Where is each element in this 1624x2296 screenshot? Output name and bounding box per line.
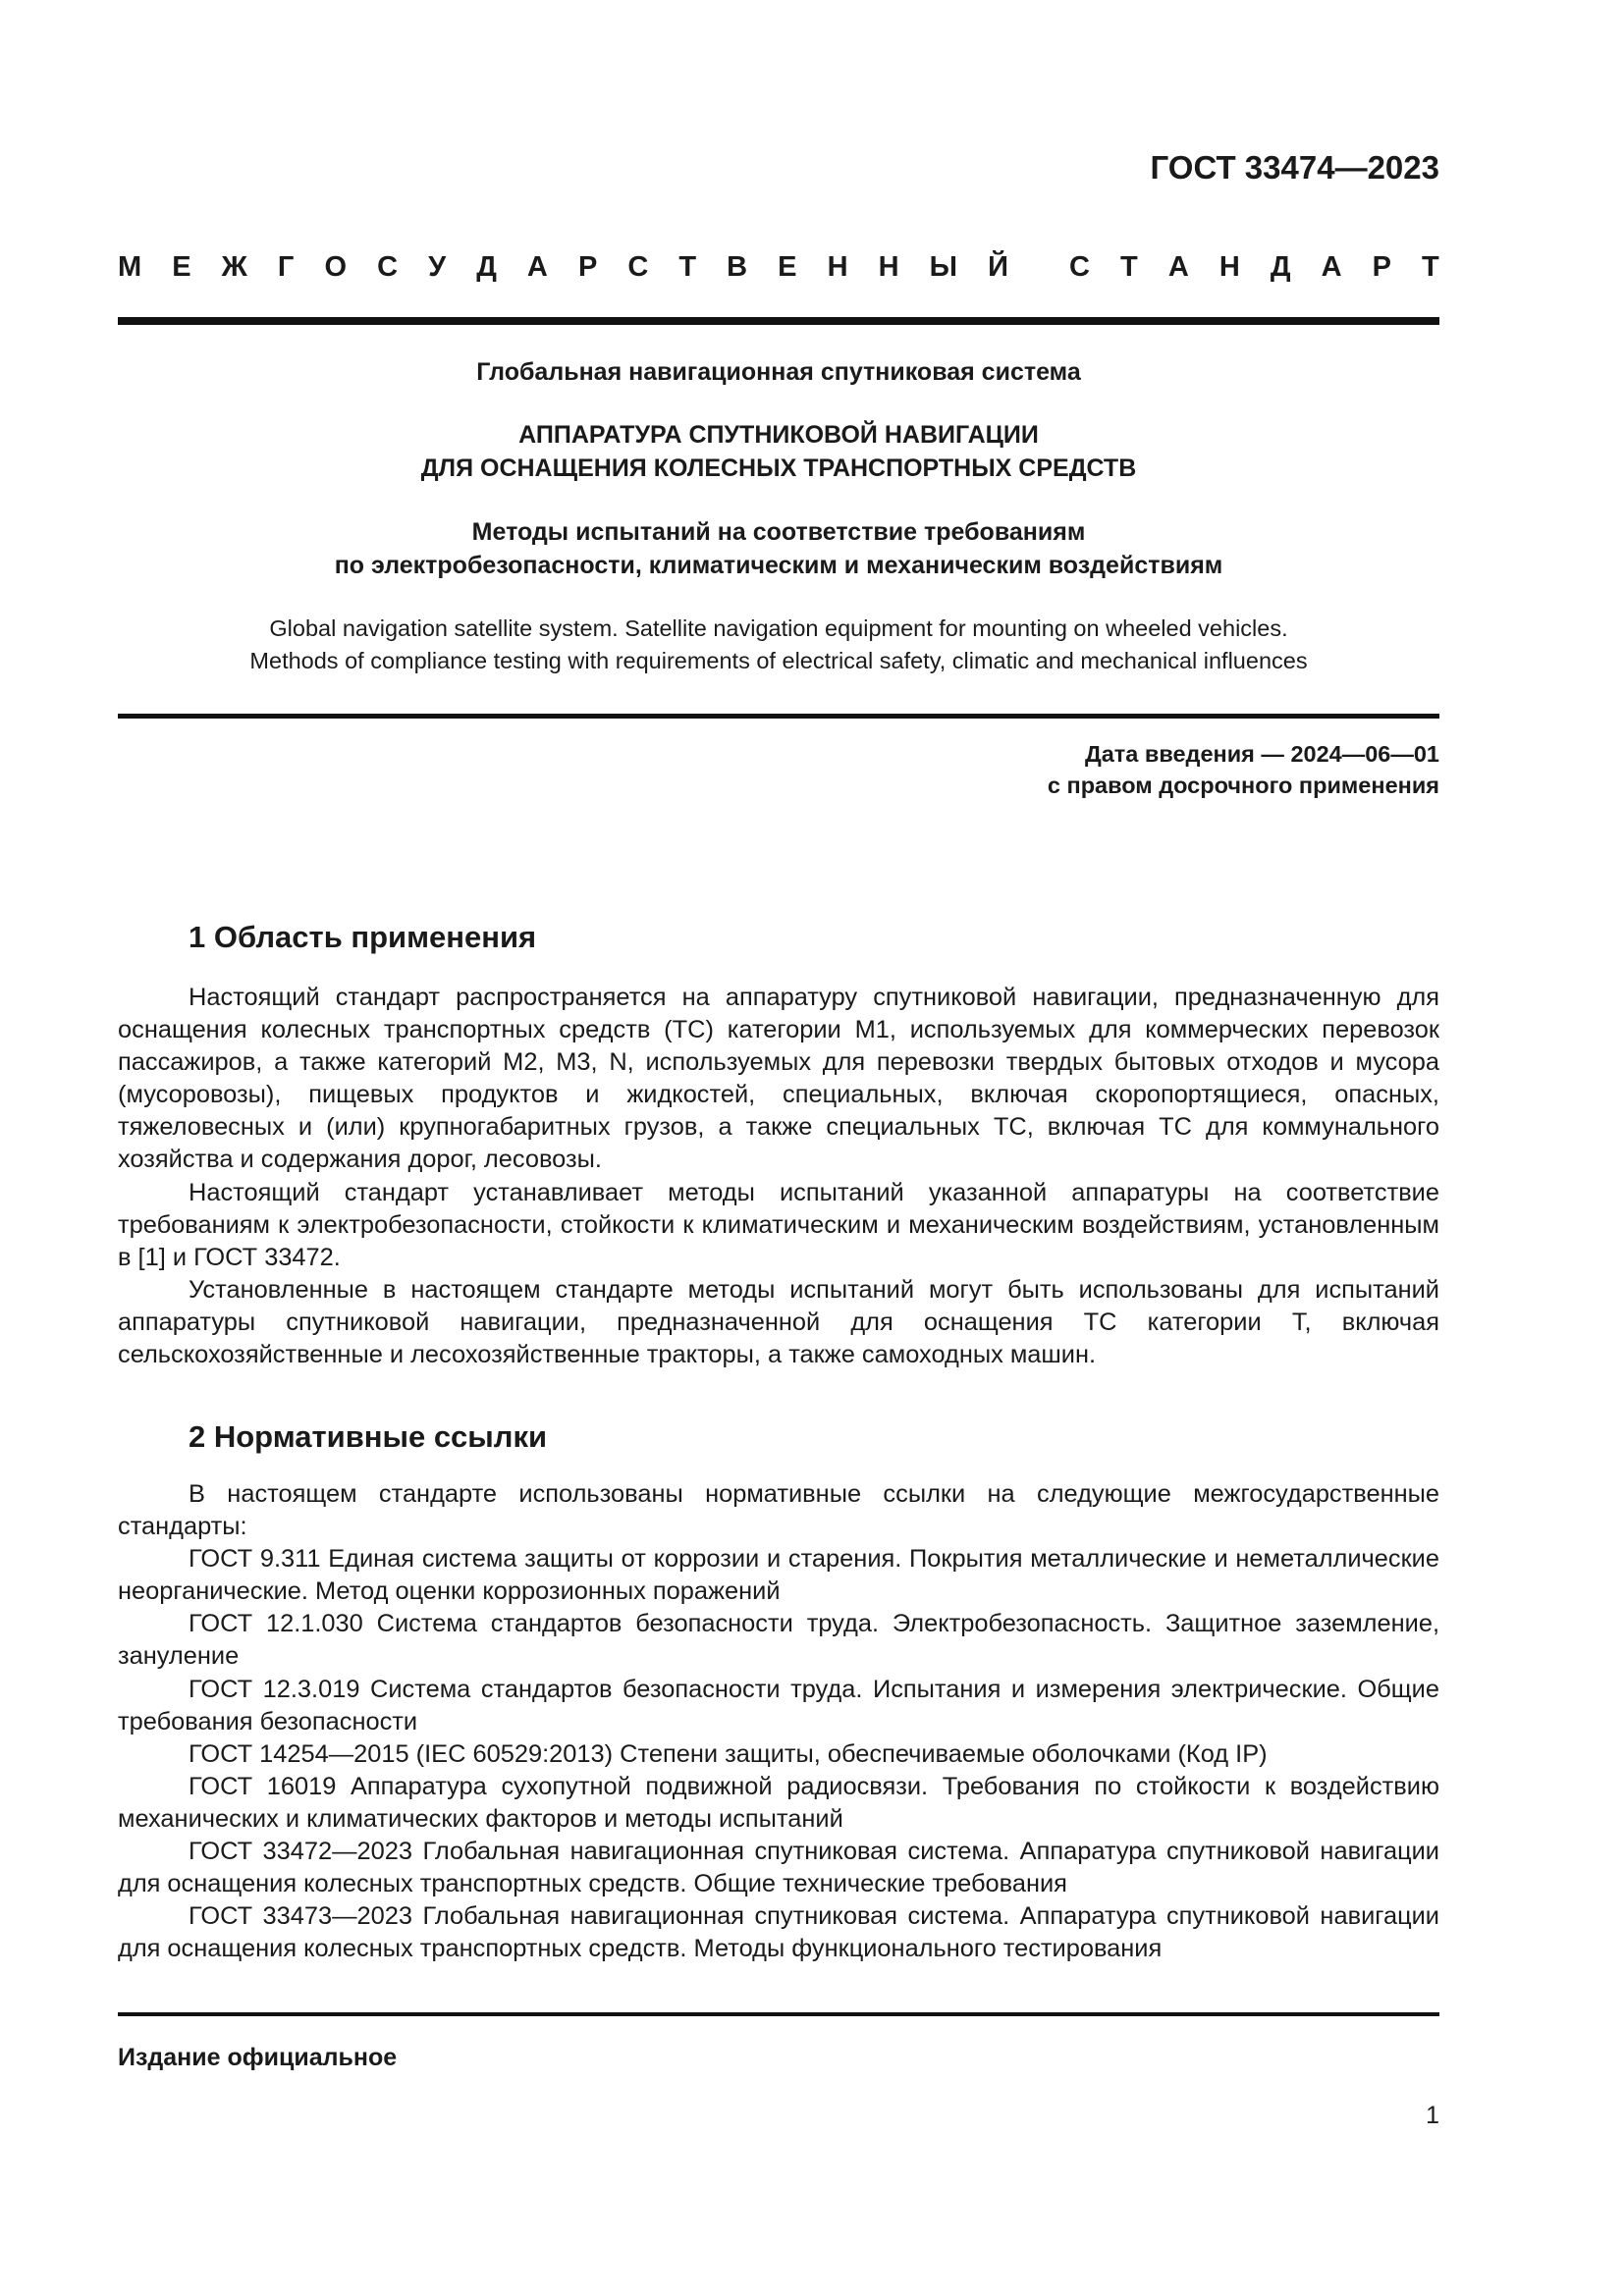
main-title-line-2: ДЛЯ ОСНАЩЕНИЯ КОЛЕСНЫХ ТРАНСПОРТНЫХ СРЕДСТВ bbox=[420, 454, 1137, 482]
banner-letter: Й bbox=[988, 251, 1008, 283]
banner-letter: А bbox=[1321, 251, 1342, 283]
banner-letter: Н bbox=[878, 251, 899, 283]
banner-letter: О bbox=[324, 251, 347, 283]
reference-item: ГОСТ 33473—2023 Глобальная навигационная спутниковая система. Аппаратура спутниковой навигации для оснащения колесных транспортных средств. Методы функционального тестирования bbox=[118, 1902, 1439, 1963]
english-title-line-1: Global navigation satellite system. Satellite navigation equipment for mounting on wheeled vehicles. bbox=[269, 615, 1288, 641]
section-2-heading: 2 Нормативные ссылки bbox=[189, 1419, 548, 1454]
standard-type-banner bbox=[118, 251, 1439, 284]
document-number: ГОСТ 33474—2023 bbox=[1150, 149, 1439, 186]
banner-letter: Р bbox=[1372, 251, 1391, 283]
banner-letter: Р bbox=[577, 251, 598, 283]
section-2-body bbox=[118, 1478, 1439, 1965]
reference-item: ГОСТ 14254—2015 (IEC 60529:2013) Степени защиты, обеспечиваемые оболочками (Код IP) bbox=[189, 1739, 1268, 1768]
header-divider bbox=[118, 317, 1439, 325]
paragraph: Установленные в настоящем стандарте методы испытаний могут быть использованы для испытаний аппаратуры спутниковой навигации, предназначенной для оснащения ТС категории Т, включая сельскохозяйственные и лесохозяйственные тракторы, а также самоходных машин. bbox=[118, 1275, 1439, 1369]
subtitle-line-2: по электробезопасности, климатическим и механическим воздействиям bbox=[334, 552, 1223, 579]
paragraph: Настоящий стандарт устанавливает методы испытаний указанной аппаратуры на соответствие требованиям к электробезопасности, стойкости к климатическим и механическим воздействиям, установленным в [1] и ГОСТ 33472. bbox=[118, 1178, 1439, 1271]
banner-letter: Н bbox=[827, 251, 848, 283]
banner-letter: Е bbox=[778, 251, 797, 283]
banner-letter: А bbox=[526, 251, 548, 283]
subtitle-line-1: Методы испытаний на соответствие требованиям bbox=[471, 518, 1086, 546]
reference-item: ГОСТ 33472—2023 Глобальная навигационная спутниковая система. Аппаратура спутниковой навигации для оснащения колесных транспортных средств. Общие технические требования bbox=[118, 1838, 1439, 1898]
banner-letter: Д bbox=[476, 251, 497, 283]
main-title-line-1: АППАРАТУРА СПУТНИКОВОЙ НАВИГАЦИИ bbox=[518, 421, 1039, 449]
section-1-heading: 1 Область применения bbox=[189, 920, 537, 954]
banner-letter: Д bbox=[1270, 251, 1291, 283]
introduction-date: Дата введения — 2024—06—01 bbox=[1084, 741, 1439, 767]
section-1-body bbox=[118, 982, 1439, 1371]
paragraph: Настоящий стандарт распространяется на аппаратуру спутниковой навигации, предназначенную для оснащения колесных транспортных средств (ТС) категории М1, используемых для коммерческих перевозок пассажиров, а также категорий М2, М3, N, используемых для перевозки твердых бытовых отходов и мусора (мусоровозы), пищевых продуктов и жидкостей, специальных, включая скоропортящиеся, опасных, тяжеловесных и (или) крупногабаритных грузов, а также специальных ТС, включая ТС для коммунального хозяйства и содержания дорог, лесовозы. bbox=[118, 984, 1439, 1174]
footer-divider bbox=[118, 2012, 1439, 2016]
english-title-line-2: Methods of compliance testing with requirements of electrical safety, climatic and mechanical influences bbox=[249, 648, 1308, 673]
paragraph: В настоящем стандарте использованы нормативные ссылки на следующие межгосударственные стандарты: bbox=[118, 1480, 1439, 1541]
banner-letter: Т bbox=[678, 251, 697, 283]
banner-letter: У bbox=[428, 251, 447, 283]
banner-letter: Т bbox=[1422, 251, 1439, 283]
page-number: 1 bbox=[1426, 2102, 1439, 2129]
banner-letter: С bbox=[627, 251, 649, 283]
banner-letter: Г bbox=[277, 251, 295, 283]
reference-item: ГОСТ 12.3.019 Система стандартов безопасности труда. Испытания и измерения электрические. Общие требования безопасности bbox=[118, 1675, 1439, 1735]
banner-letter: М bbox=[118, 251, 142, 283]
reference-item: ГОСТ 9.311 Единая система защиты от коррозии и старения. Покрытия металлические и неметаллические неорганические. Метод оценки коррозионных поражений bbox=[118, 1545, 1439, 1606]
system-title: Глобальная навигационная спутниковая система bbox=[476, 358, 1081, 386]
official-edition-label: Издание официальное bbox=[118, 2044, 398, 2071]
reference-item: ГОСТ 12.1.030 Система стандартов безопасности труда. Электробезопасность. Защитное заземление, зануление bbox=[118, 1610, 1439, 1671]
banner-letter: А bbox=[1167, 251, 1189, 283]
banner-letter: С bbox=[1069, 251, 1090, 283]
banner-letter: В bbox=[727, 251, 748, 283]
banner-letter: Ы bbox=[929, 251, 957, 283]
banner-letter: Ж bbox=[221, 251, 247, 283]
banner-letter: Е bbox=[172, 251, 191, 283]
banner-letter: Н bbox=[1218, 251, 1240, 283]
banner-letter: Т bbox=[1120, 251, 1138, 283]
reference-item: ГОСТ 16019 Аппаратура сухопутной подвижной радиосвязи. Требования по стойкости к воздействию механических и климатических факторов и методы испытаний bbox=[118, 1772, 1439, 1833]
early-application-note: с правом досрочного применения bbox=[1047, 773, 1439, 798]
banner-letter: С bbox=[377, 251, 399, 283]
title-divider bbox=[118, 714, 1439, 719]
